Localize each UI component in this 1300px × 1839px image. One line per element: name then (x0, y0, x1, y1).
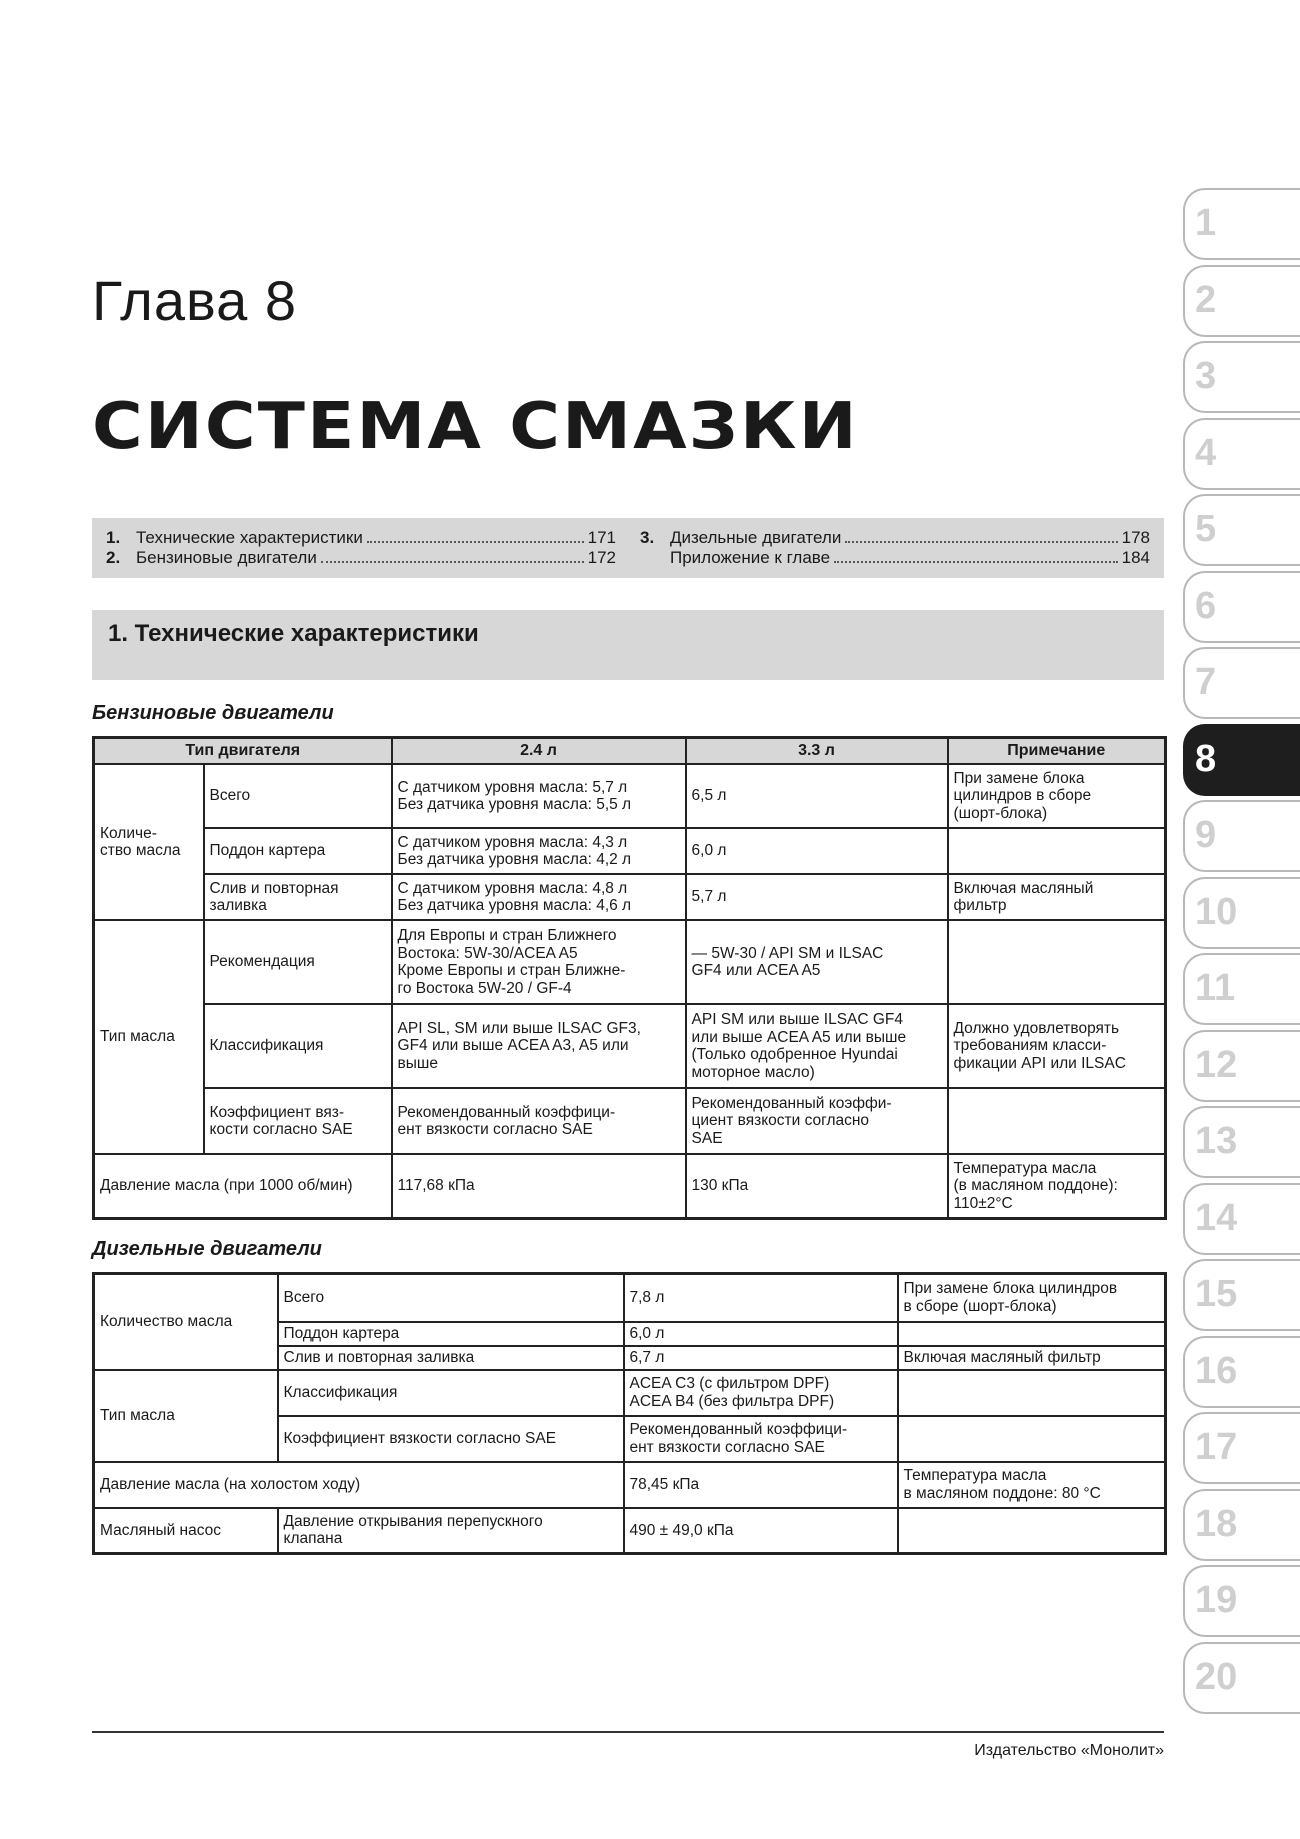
toc-entry[interactable] (640, 548, 1150, 568)
footer-divider (92, 1731, 1164, 1733)
cell-3-3: API SM или выше ILSAC GF4 или выше ACEA A5 или выше (Только одобренное Hyundai моторное масло) (686, 1004, 948, 1088)
row-label: Всего (204, 764, 392, 828)
header-2-4: 2.4 л (392, 738, 686, 765)
cell-value: 6,7 л (624, 1346, 898, 1370)
row-label: Давление масла (на холостом ходу) (94, 1462, 624, 1508)
toc-entry[interactable] (106, 548, 616, 568)
chapter-tab-label: 10 (1195, 890, 1238, 933)
cell-2-4: Для Европы и стран Ближнего Востока: 5W-30/ACEA A5 Кроме Европы и стран Ближне- го Востока 5W-20 / GF-4 (392, 920, 686, 1004)
chapter-tab-label: 8 (1195, 737, 1217, 780)
publisher-name: Издательство «Монолит» (974, 1742, 1164, 1759)
row-label: Рекомендация (204, 920, 392, 1004)
toc-column-right (640, 528, 1150, 568)
toc-page: 184 (1121, 548, 1150, 567)
row-label: Давление масла (при 1000 об/мин) (94, 1154, 392, 1218)
toc-title: Приложение к главе (670, 548, 831, 567)
row-group-label: Количе- ство масла (94, 764, 204, 920)
toc-number: 3. (640, 528, 655, 547)
chapter-tab-6[interactable] (1183, 571, 1300, 643)
chapter-tab-12[interactable] (1183, 1030, 1300, 1102)
toc-number: 2. (106, 548, 121, 567)
chapter-tab-2[interactable] (1183, 265, 1300, 337)
section-header (92, 610, 1164, 680)
cell-note (948, 828, 1166, 874)
cell-value: 7,8 л (624, 1274, 898, 1322)
chapter-tab-label: 14 (1195, 1196, 1238, 1239)
cell-note: Включая масляный фильтр (948, 874, 1166, 920)
chapter-tab-20[interactable] (1183, 1642, 1300, 1714)
cell-note (898, 1508, 1166, 1554)
row-group-label: Количество масла (94, 1274, 278, 1370)
chapter-tab-15[interactable] (1183, 1259, 1300, 1331)
cell-note: При замене блока цилиндров в сборе (шорт-блока) (898, 1274, 1166, 1322)
cell-2-4: С датчиком уровня масла: 5,7 л Без датчика уровня масла: 5,5 л (392, 764, 686, 828)
table-row (94, 920, 1166, 1004)
chapter-tab-11[interactable] (1183, 953, 1300, 1025)
table-row (94, 828, 1166, 874)
cell-3-3: — 5W-30 / API SM и ILSAC GF4 или ACEA A5 (686, 920, 948, 1004)
diesel-spec-table (92, 1272, 1167, 1555)
table-header-row (94, 738, 1166, 765)
row-group-label: Масляный насос (94, 1508, 278, 1554)
row-label: Поддон картера (278, 1322, 624, 1346)
table-row (94, 874, 1166, 920)
toc-title: Технические характеристики (136, 528, 363, 547)
chapter-tab-label: 20 (1195, 1655, 1238, 1698)
row-label: Слив и повторная заливка (278, 1346, 624, 1370)
row-label: Слив и повторная заливка (204, 874, 392, 920)
row-label: Коэффициент вяз- кости согласно SAE (204, 1088, 392, 1154)
toc-leader (834, 561, 1118, 563)
cell-3-3: 130 кПа (686, 1154, 948, 1218)
cell-3-3: Рекомендованный коэффи- циент вязкости согласно SAE (686, 1088, 948, 1154)
cell-note (898, 1322, 1166, 1346)
section-title: 1. Технические характеристики (108, 620, 479, 647)
chapter-tab-label: 6 (1195, 584, 1217, 627)
cell-value: 6,0 л (624, 1322, 898, 1346)
cell-2-4: С датчиком уровня масла: 4,8 л Без датчика уровня масла: 4,6 л (392, 874, 686, 920)
cell-note: Температура масла (в масляном поддоне): 110±2°С (948, 1154, 1166, 1218)
row-label: Давление открывания перепускного клапана (278, 1508, 624, 1554)
chapter-tab-label: 7 (1195, 661, 1217, 703)
chapter-tab-label: 3 (1195, 355, 1217, 397)
cell-note (898, 1416, 1166, 1462)
chapter-tab-label: 1 (1195, 202, 1217, 244)
cell-note (948, 920, 1166, 1004)
row-group-label: Тип масла (94, 1370, 278, 1462)
row-group-label: Тип масла (94, 920, 204, 1154)
chapter-tab-18[interactable] (1183, 1489, 1300, 1561)
chapter-tab-5[interactable] (1183, 494, 1300, 566)
toc-page: 178 (1121, 528, 1150, 547)
chapter-tab-label: 18 (1195, 1502, 1238, 1545)
header-3-3: 3.3 л (686, 738, 948, 765)
table-row (94, 1004, 1166, 1088)
row-label: Всего (278, 1274, 624, 1322)
toc-title: Бензиновые двигатели (136, 548, 317, 567)
chapter-tab-14[interactable] (1183, 1183, 1300, 1255)
cell-3-3: 6,5 л (686, 764, 948, 828)
petrol-heading: Бензиновые двигатели (92, 702, 334, 724)
table-row (94, 1088, 1166, 1154)
header-engine-type: Тип двигателя (94, 738, 392, 765)
chapter-tab-label: 13 (1195, 1120, 1238, 1162)
table-row (94, 1274, 1166, 1322)
cell-note: Должно удовлетворять требованиям класси- фикации API или ILSAC (948, 1004, 1166, 1088)
chapter-tab-10[interactable] (1183, 877, 1300, 949)
chapter-tab-1[interactable] (1183, 188, 1300, 260)
row-label: Коэффициент вязкости согласно SAE (278, 1416, 624, 1462)
cell-value: Рекомендованный коэффици- ент вязкости согласно SAE (624, 1416, 898, 1462)
row-label: Классификация (278, 1370, 624, 1416)
chapter-tab-label: 4 (1195, 431, 1217, 474)
header-note: Примечание (948, 738, 1166, 765)
chapter-tab-4[interactable] (1183, 418, 1300, 490)
toc-leader (321, 561, 584, 563)
toc-column-left (106, 528, 616, 568)
cell-2-4: Рекомендованный коэффици- ент вязкости согласно SAE (392, 1088, 686, 1154)
chapter-tab-7[interactable] (1183, 647, 1300, 719)
chapter-tab-9[interactable] (1183, 800, 1300, 872)
chapter-label: Глава 8 (92, 269, 297, 332)
toc-leader (845, 541, 1117, 543)
cell-value: ACEA C3 (с фильтром DPF) ACEA B4 (без фильтра DPF) (624, 1370, 898, 1416)
cell-value: 490 ± 49,0 кПа (624, 1508, 898, 1554)
cell-note (898, 1370, 1166, 1416)
chapter-tab-label: 12 (1195, 1043, 1238, 1086)
chapter-tab-label: 5 (1195, 508, 1217, 550)
chapter-tab-label: 15 (1195, 1273, 1238, 1315)
table-row (94, 1462, 1166, 1508)
chapter-tab-label: 11 (1195, 967, 1236, 1009)
cell-note: При замене блока цилиндров в сборе (шорт-блока) (948, 764, 1166, 828)
row-label: Поддон картера (204, 828, 392, 874)
table-row (94, 764, 1166, 828)
chapter-tab-label: 17 (1195, 1426, 1238, 1468)
cell-2-4: С датчиком уровня масла: 4,3 л Без датчика уровня масла: 4,2 л (392, 828, 686, 874)
toc-title: Дизельные двигатели (670, 528, 842, 547)
toc-entry[interactable] (640, 528, 1150, 548)
cell-3-3: 5,7 л (686, 874, 948, 920)
toc-entry[interactable] (106, 528, 616, 548)
chapter-tab-16[interactable] (1183, 1336, 1300, 1408)
petrol-spec-table (92, 736, 1167, 1220)
toc-number: 1. (106, 528, 121, 547)
chapter-tab-3[interactable] (1183, 341, 1300, 413)
table-row (94, 1370, 1166, 1416)
cell-2-4: 117,68 кПа (392, 1154, 686, 1218)
cell-note (948, 1088, 1166, 1154)
table-row (94, 1508, 1166, 1554)
chapter-tab-13[interactable] (1183, 1106, 1300, 1178)
chapter-tab-19[interactable] (1183, 1565, 1300, 1637)
cell-2-4: API SL, SM или выше ILSAC GF3, GF4 или выше ACEA A3, A5 или выше (392, 1004, 686, 1088)
toc-page: 172 (587, 548, 616, 567)
page-title: СИСТЕМА СМАЗКИ (92, 390, 859, 464)
row-label: Классификация (204, 1004, 392, 1088)
table-row (94, 1154, 1166, 1218)
chapter-tab-label: 9 (1195, 814, 1217, 856)
chapter-tab-label: 16 (1195, 1349, 1238, 1392)
table-of-contents (92, 518, 1164, 578)
toc-leader (367, 541, 584, 543)
diesel-heading: Дизельные двигатели (92, 1238, 322, 1260)
toc-page: 171 (587, 528, 616, 547)
chapter-tab-label: 2 (1195, 278, 1217, 321)
chapter-tab-17[interactable] (1183, 1412, 1300, 1484)
cell-value: 78,45 кПа (624, 1462, 898, 1508)
chapter-tab-label: 19 (1195, 1579, 1238, 1621)
cell-3-3: 6,0 л (686, 828, 948, 874)
cell-note: Температура масла в масляном поддоне: 80 °С (898, 1462, 1166, 1508)
chapter-tab-8[interactable] (1183, 724, 1300, 796)
cell-note: Включая масляный фильтр (898, 1346, 1166, 1370)
